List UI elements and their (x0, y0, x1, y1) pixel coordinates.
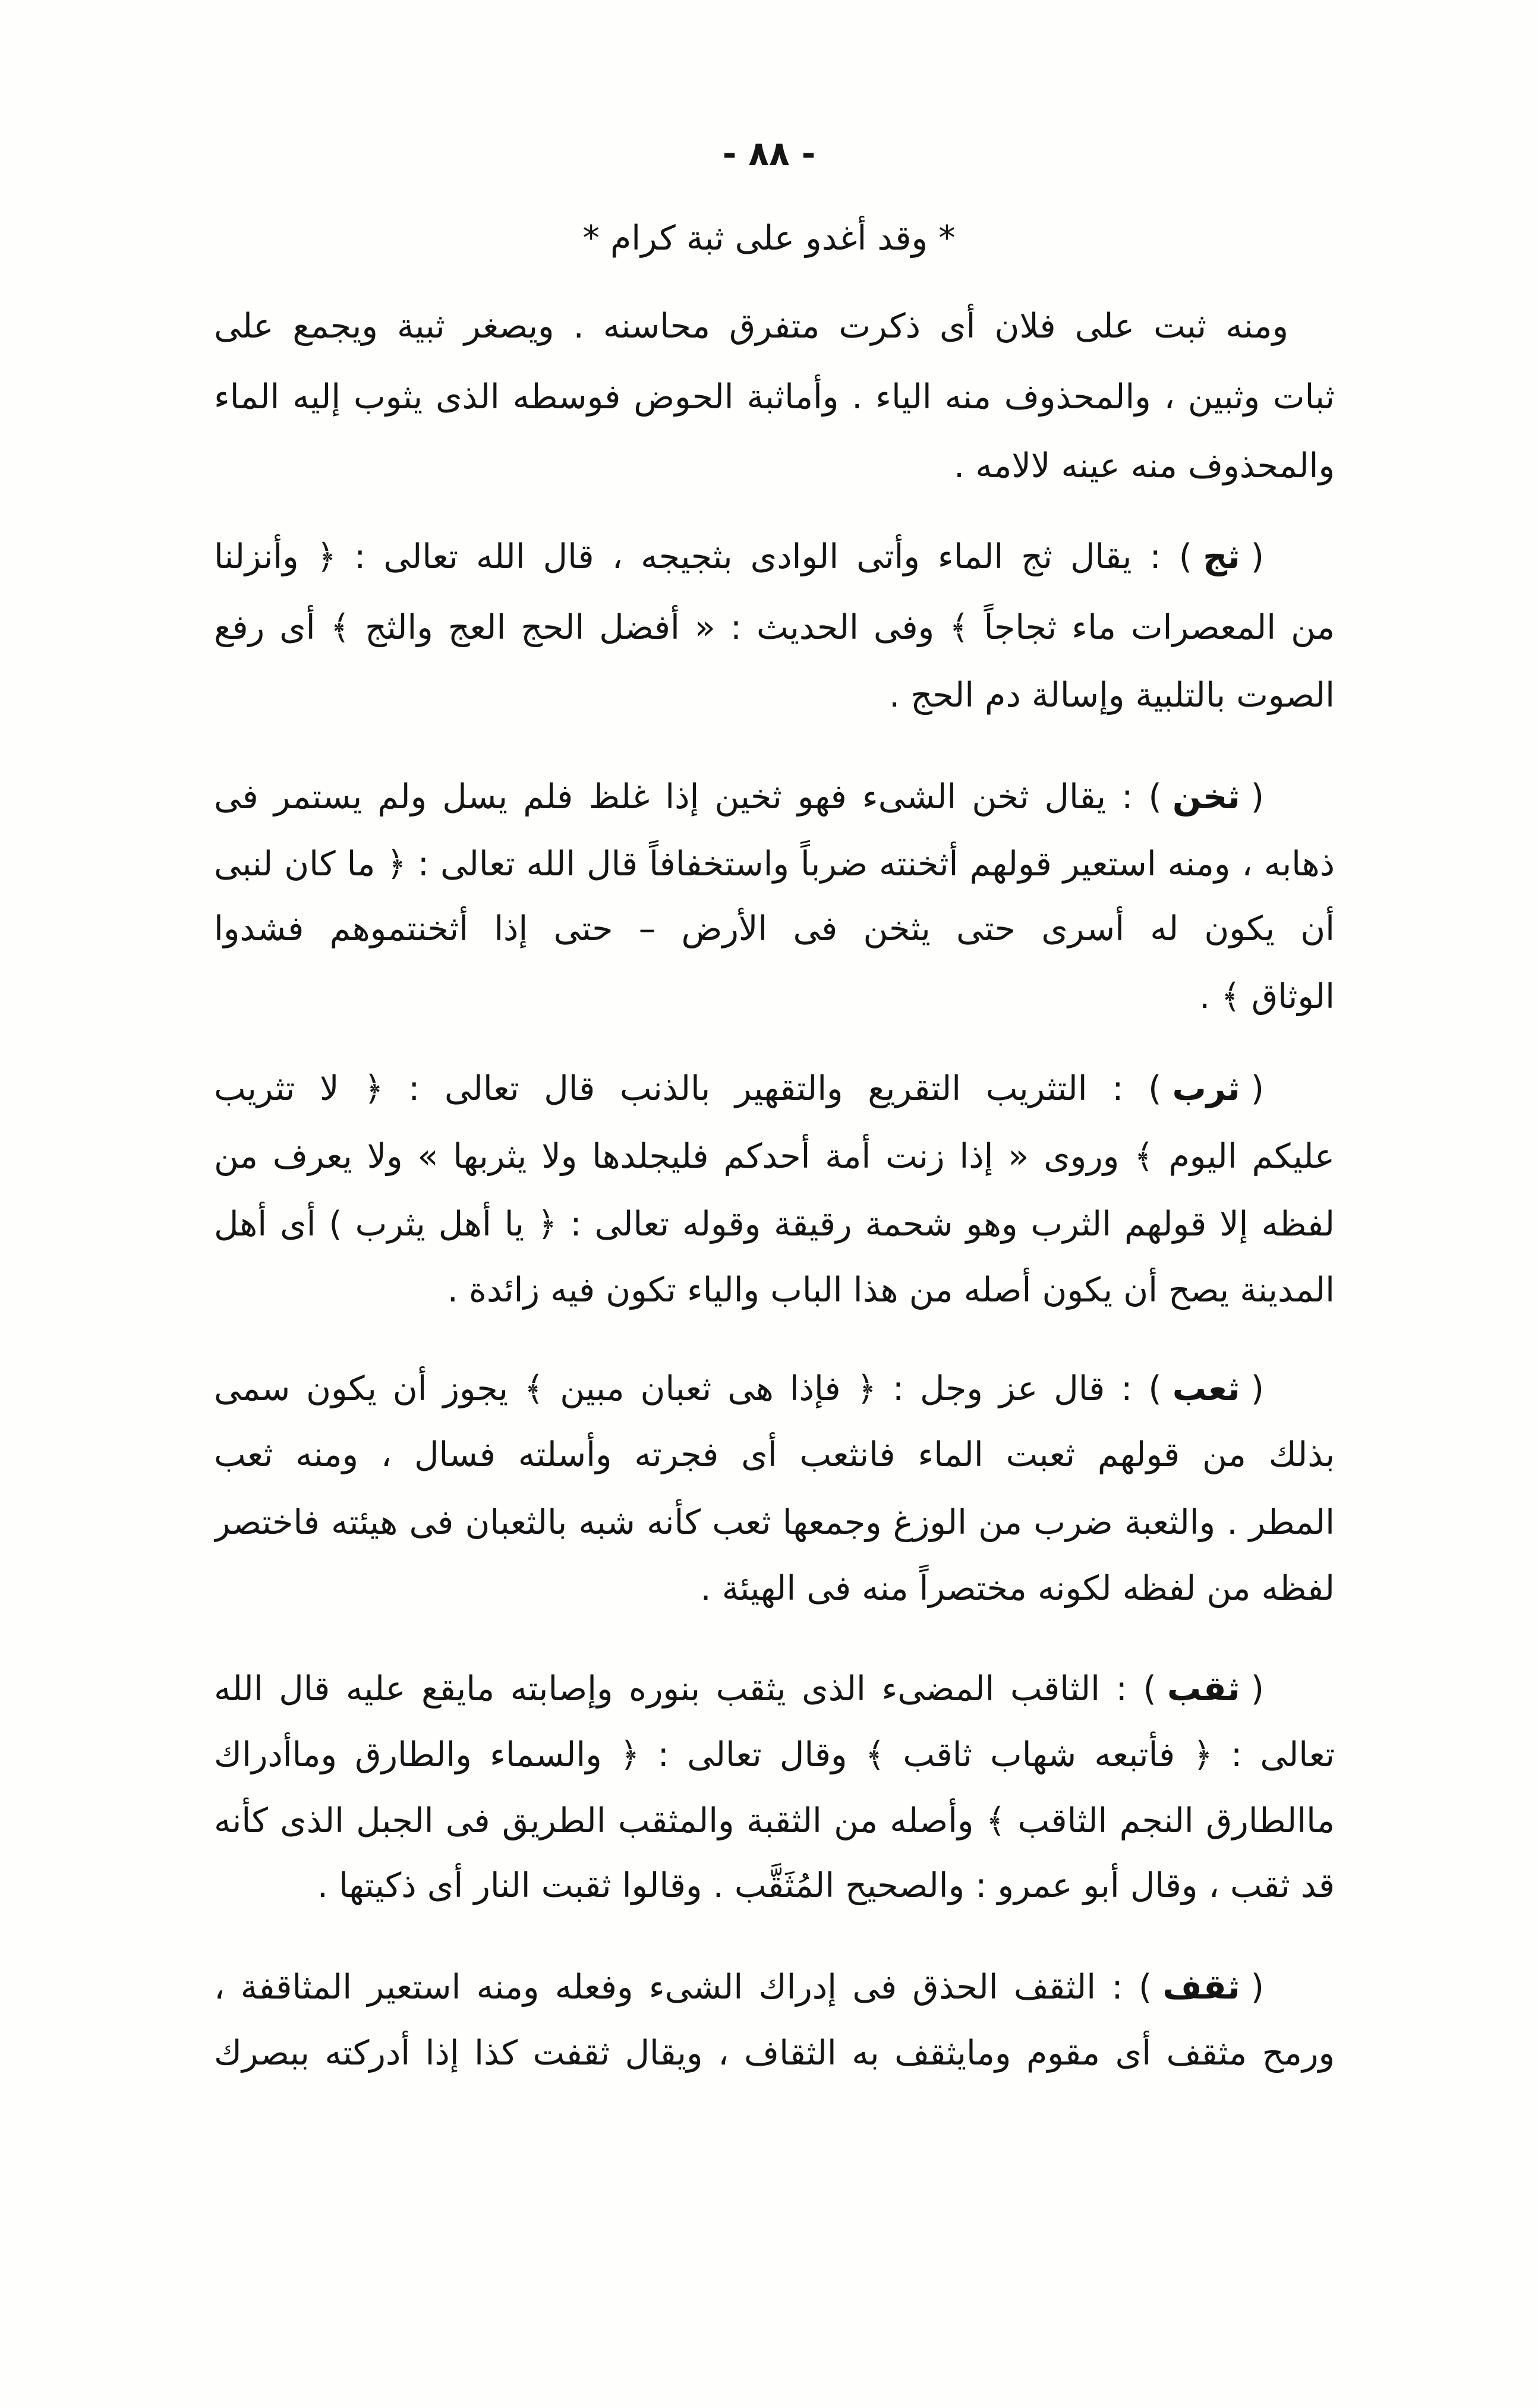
verse-line: * وقد أغدو على ثبة كرام * (582, 219, 956, 258)
text-line: المطر . والثعبة ضرب من الوزغ وجمعها ثعب كأنه شبه بالثعبان فى هيئته فاختصر (214, 1503, 1335, 1542)
headword: ثقب (1167, 1669, 1240, 1709)
headword-bracket-close: ) (1148, 1069, 1162, 1108)
entry-lead-text: : يقال ثخن الشىء فهو ثخين إذا غلظ فلم يسل ولم يستمر فى (214, 777, 1133, 817)
headword-bracket-close: ) (1178, 537, 1193, 576)
text-line: ماالطارق النجم الثاقب ﴾ وأصله من الثقبة والمثقب الطريق فى الجبل الذى كأنه (214, 1801, 1335, 1840)
headword-bracket-open: ( (1250, 1669, 1264, 1709)
headword: ثعب (1172, 1369, 1240, 1408)
headword: ثخن (1172, 777, 1240, 817)
headword-bracket-open: ( (1250, 537, 1264, 576)
headword-bracket-open: ( (1250, 1369, 1264, 1408)
entry-first-line (214, 762, 1335, 831)
text-line: الوثاق ﴾ . (1199, 977, 1335, 1016)
entry-first-line (214, 1354, 1335, 1423)
text-line: المدينة يصح أن يكون أصله من هذا الباب والياء تكون فيه زائدة . (447, 1271, 1335, 1310)
headword-bracket-close: ) (1138, 1968, 1152, 2007)
headword-bracket-close: ) (1148, 777, 1162, 817)
text-line: بذلك من قولهم ثعبت الماء فانثعب أى فجرته وأسلته فسال ، ومنه ثعب (214, 1435, 1335, 1474)
text-line: لفظه من لفظه لكونه مختصراً منه فى الهيئة . (700, 1569, 1335, 1608)
entry-first-line (214, 1953, 1335, 2022)
text-line: عليكم اليوم ﴾ وروى « إذا زنت أمة أحدكم فليجلدها ولا يثربها » ولا يعرف من (214, 1137, 1335, 1176)
entry-lead-text: : الثقف الحذق فى إدراك الشىء وفعله ومنه استعير المثاقفة ، (214, 1968, 1123, 2007)
headword-label (1148, 1354, 1264, 1423)
text-line: تعالى : ﴿ فأتبعه شهاب ثاقب ﴾ وقال تعالى : ﴿ والسماء والطارق وماأدراك (214, 1735, 1335, 1775)
headword: ثج (1203, 537, 1240, 576)
headword-bracket-close: ) (1148, 1369, 1162, 1408)
headword-label (1179, 522, 1264, 591)
text-line: قد ثقب ، وقال أبو عمرو : والصحيح المُثَقَّب . وقالوا ثقبت النار أى ذكيتها . (317, 1866, 1335, 1905)
entry-lead-text: : يقال ثج الماء وأتى الوادى بثجيجه ، قال الله تعالى : ﴿ وأنزلنا (214, 537, 1161, 576)
headword-bracket-open: ( (1250, 777, 1264, 817)
entry-first-line (214, 1054, 1335, 1123)
headword-bracket-close: ) (1143, 1669, 1156, 1709)
text-line: لفظه إلا قولهم الثرب وهو شحمة رقيقة وقوله تعالى : ﴿ يا أهل يثرب ) أى أهل (214, 1205, 1335, 1244)
headword-label (1148, 1054, 1264, 1123)
headword-label (1139, 1953, 1264, 2022)
page-number: - ٨٨ - (722, 134, 816, 174)
text-line: من المعصرات ماء ثجاجاً ﴾ وفى الحديث : « أفضل الحج العج والثج ﴾ أى رفع (214, 608, 1335, 647)
headword-label (1148, 762, 1264, 831)
text-line: والمحذوف منه عينه لالامه . (954, 446, 1335, 486)
text-line: الصوت بالتلبية وإسالة دم الحج . (889, 676, 1335, 715)
headword-bracket-open: ( (1250, 1069, 1264, 1108)
entry-lead-text: : قال عز وجل : ﴿ فإذا هى ثعبان مبين ﴾ يجوز أن يكون سمى (214, 1369, 1133, 1408)
headword-bracket-open: ( (1250, 1968, 1264, 2007)
entry-first-line (214, 1654, 1335, 1723)
entry-lead-text: : الثاقب المضىء الذى يثقب بنوره وإصابته مايقع عليه قال الله (214, 1669, 1127, 1709)
headword: ثرب (1172, 1069, 1240, 1108)
text-line: ومنه ثبت على فلان أى ذكرت متفرق محاسنه . ويصغر ثبية ويجمع على (214, 307, 1288, 346)
headword-label (1143, 1654, 1264, 1723)
entry-first-line (214, 522, 1335, 591)
text-line: ثبات وثبين ، والمحذوف منه الياء . وأماثبة الحوض فوسطه الذى يثوب إليه الماء (214, 377, 1335, 417)
text-line: ذهابه ، ومنه استعير قولهم أثخنته ضرباً واستخفافاً قال الله تعالى : ﴿ ما كان لنبى (214, 844, 1335, 884)
text-line: ورمح مثقف أى مقوم ومايثقف به الثقاف ، ويقال ثقفت كذا إذا أدركته ببصرك (214, 2034, 1335, 2073)
text-line: أن يكون له أسرى حتى يثخن فى الأرض – حتى إذا أثخنتموهم فشدوا (214, 909, 1335, 948)
entry-lead-text: : التثريب التقريع والتقهير بالذنب قال تعالى : ﴿ لا تثريب (214, 1069, 1124, 1108)
headword: ثقف (1162, 1968, 1240, 2007)
